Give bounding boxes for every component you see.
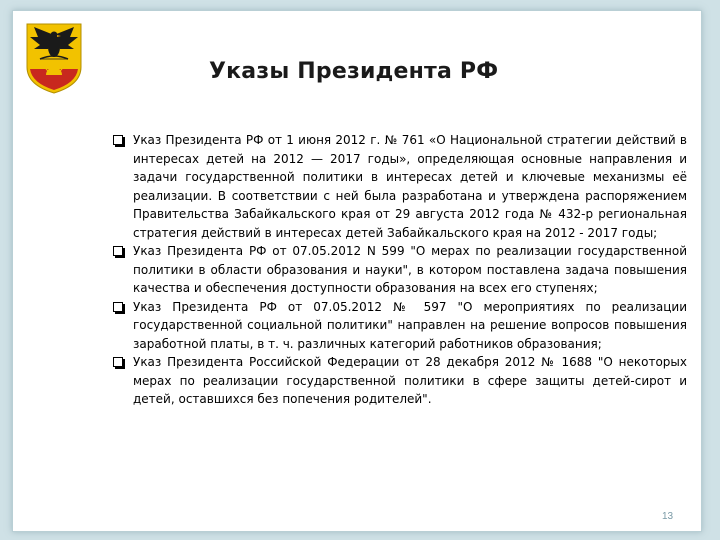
list-item-text: Указ Президента Российской Федерации от 28 декабря 2012 № 1688 "О некоторых мерах по реализации государственной политики в сфере защиты детей-сирот и детей, оставшихся без попечения родителей". — [133, 355, 687, 406]
zabaykalsky-krai-coat-of-arms-icon — [24, 21, 84, 95]
checkbox-bullet-icon — [113, 357, 123, 367]
checkbox-bullet-icon — [113, 302, 123, 312]
checkbox-bullet-icon — [113, 135, 123, 145]
page-title: Указы Президента РФ — [209, 59, 499, 84]
list-item — [113, 298, 687, 354]
bullet-list — [113, 131, 687, 409]
list-item — [113, 353, 687, 409]
page-number: 13 — [662, 511, 674, 522]
slide — [12, 10, 702, 532]
list-item — [113, 242, 687, 298]
list-item — [113, 131, 687, 242]
list-item-text: Указ Президента РФ от 07.05.2012 N 599 "О мерах по реализации государственной политики в области образования и науки", в котором поставлена задача повышения качества и обеспечения доступности образования на всех его ступенях; — [133, 244, 687, 295]
list-item-text: Указ Президента РФ от 07.05.2012 № 597 "О мероприятиях по реализации государственной социальной политики" направлен на решение вопросов повышения заработной платы, в т. ч. различных категорий работников образования; — [133, 299, 687, 351]
checkbox-bullet-icon — [113, 246, 123, 256]
list-item-text: Указ Президента РФ от 1 июня 2012 г. № 761 «О Национальной стратегии действий в интересах детей на 2012 — 2017 годы», определяющая основные направления и задачи государственной политики в интересах детей и ключевые механизмы её реализации. В соответствии с ней была разработана и утверждена распоряжением Правительства Забайкальского края от 29 августа 2012 года № 432-р региональная стратегия действий в интересах детей Забайкальского края на 2012 - 2017 годы; — [133, 133, 687, 240]
